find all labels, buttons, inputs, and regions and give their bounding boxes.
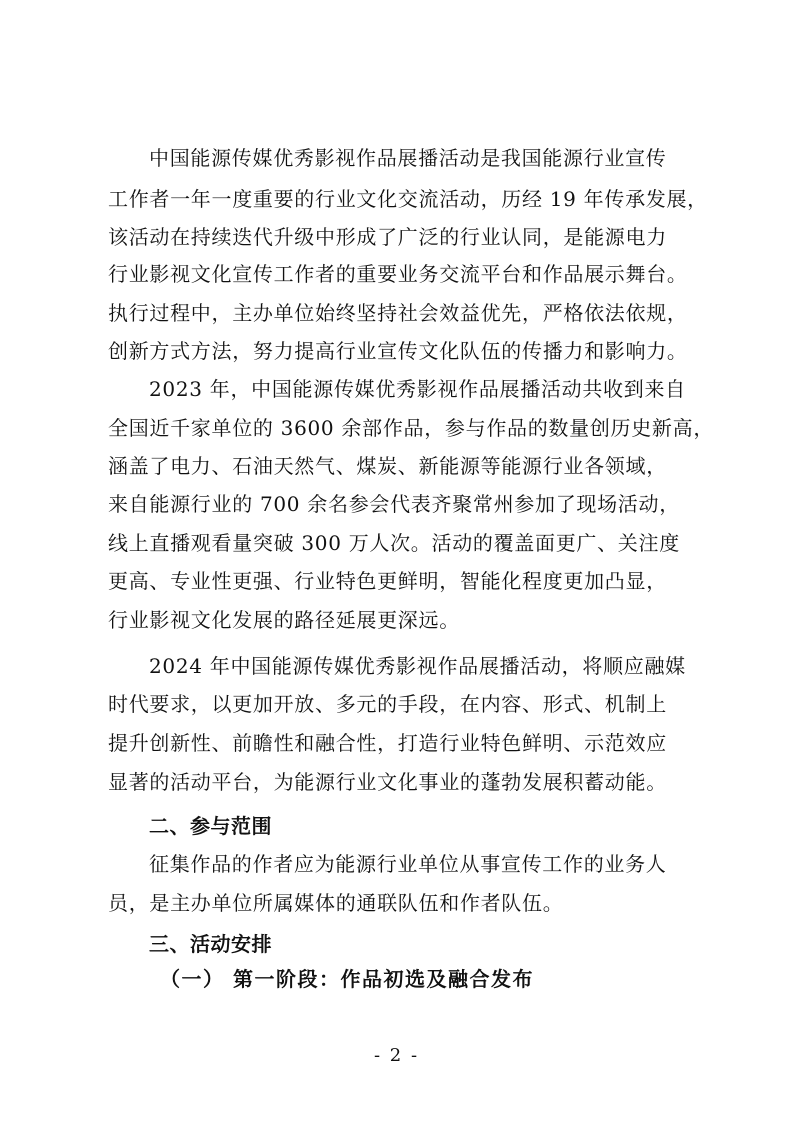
section-heading-activity-arrangement: 三、活动安排: [149, 932, 272, 956]
subsection-heading-first-stage: （一） 第一阶段：作品初选及融合发布: [160, 967, 534, 991]
paragraph-2-line-2: 全国近千家单位的 3600 余部作品，参与作品的数量创历史新高，: [108, 416, 715, 440]
paragraph-1-line-4: 行业影视文化宣传工作者的重要业务交流平台和作品展示舞台。: [108, 262, 688, 286]
page-number: - 2 -: [373, 1045, 420, 1066]
section-heading-participation-scope: 二、参与范围: [149, 814, 272, 838]
paragraph-3-line-2: 时代要求，以更加开放、多元的手段，在内容、形式、机制上: [108, 692, 667, 716]
paragraph-2-line-3: 涵盖了电力、石油天然气、煤炭、新能源等能源行业各领域，: [108, 454, 667, 478]
paragraph-2-line-5: 线上直播观看量突破 300 万人次。活动的覆盖面更广、关注度: [108, 531, 680, 555]
paragraph-1-line-6: 创新方式方法，努力提高行业宣传文化队伍的传播力和影响力。: [108, 339, 688, 363]
paragraph-3-line-4: 显著的活动平台，为能源行业文化事业的蓬勃发展积蓄动能。: [108, 770, 667, 794]
paragraph-4-line-1: 征集作品的作者应为能源行业单位从事宣传工作的业务人: [149, 852, 667, 876]
paragraph-3-line-3: 提升创新性、前瞻性和融合性，打造行业特色鲜明、示范效应: [108, 731, 667, 755]
paragraph-4-line-2: 员，是主办单位所属媒体的通联队伍和作者队伍。: [108, 891, 564, 915]
paragraph-1-line-1: 中国能源传媒优秀影视作品展播活动是我国能源行业宣传: [149, 146, 667, 170]
paragraph-2-line-4: 来自能源行业的 700 余名参会代表齐聚常州参加了现场活动，: [108, 492, 680, 516]
paragraph-2-line-6: 更高、专业性更强、行业特色更鲜明，智能化程度更加凸显，: [108, 569, 667, 593]
paragraph-3-line-1: 2024 年中国能源传媒优秀影视作品展播活动，将顺应融媒: [149, 654, 686, 678]
paragraph-1-line-3: 该活动在持续迭代升级中形成了广泛的行业认同，是能源电力: [108, 225, 667, 249]
paragraph-1-line-2: 工作者一年一度重要的行业文化交流活动，历经 19 年传承发展，: [108, 187, 708, 211]
paragraph-1-line-5: 执行过程中，主办单位始终坚持社会效益优先，严格依法依规，: [108, 301, 688, 325]
paragraph-2-line-7: 行业影视文化发展的路径延展更深远。: [108, 608, 460, 632]
paragraph-2-line-1: 2023 年，中国能源传媒优秀影视作品展播活动共收到来自: [149, 377, 686, 401]
